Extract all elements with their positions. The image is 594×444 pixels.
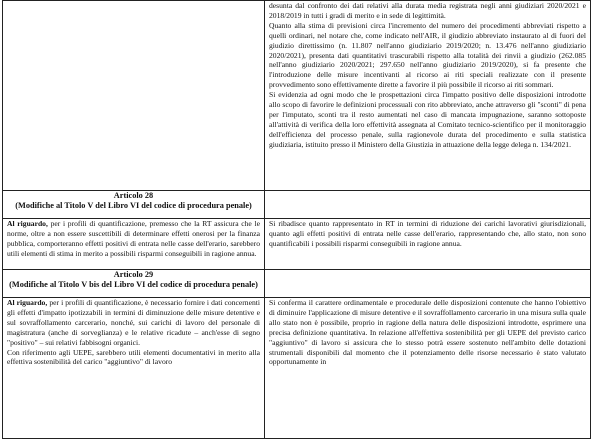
comparison-table — [2, 0, 591, 439]
lead-text: Al riguardo, — [7, 219, 48, 228]
article-title: Articolo 28 — [113, 191, 154, 200]
left-cell-remarks — [3, 219, 265, 270]
paragraph: Si ribadisce quanto rappresentato in RT in termini di riduzione dei carichi lavorativi giurisdizionali, quanto agli effetti positivi di entrata nelle casse dell'erario, rappresentando che, allo stato, non sono quantificabili i possibili risparmi conseguibili in ragione annua. — [269, 219, 586, 248]
body-text: per i profili di quantificazione, premesso che la RT assicura che le norme, oltre a non essere suscettibili di determinare effetti onerosi per la finanza pubblica, comporteranno effetti positivi di entrata nelle casse dell'erario, sarebbero utili elementi di stima in merito a possibili risparmi conseguibili in ragione annua. — [7, 219, 260, 258]
table-row — [3, 219, 591, 270]
table-row — [3, 298, 591, 439]
paragraph: Con riferimento agli UEPE, sarebbero utili elementi documentativi in merito alla effettiva sostenibilità del carico "aggiuntivo" di lavoro — [7, 347, 260, 367]
left-cell-remarks — [3, 298, 265, 439]
article-heading-cell — [3, 270, 265, 298]
paragraph — [7, 298, 260, 348]
right-cell-top — [265, 1, 591, 191]
right-cell-response — [265, 219, 591, 270]
paragraph: Quanto alla stima di previsioni circa l'incremento del numero dei procedimenti abbreviati rispetto a quelli ordinari, nel notare che, come indicato nell'AIR, il giudizio abbreviato instaurato al di fuori del giudizio direttissimo (n. 11.807 nell'anno giudiziario 2019/2020; n. 13.476 nell'anno giudiziario 2020/2021), presenta dati quantitativi trascurabili rispetto alla totalità dei rinvii a giudizio (262.085 nell'anno giudiziario 2020/2021; 297.650 nell'anno giudiziario 2019/2020), si fa presente che l'introduzione delle misure incentivanti al ricorso ai riti speciali realizzate con il presente provvedimento sono effettivamente dirette a favorire il più possibile il ricorso ai riti sommari. — [269, 20, 586, 90]
article-heading-cell — [3, 191, 265, 219]
article-subtitle: (Modifiche al Titolo V bis del Libro VI del codice di procedura penale) — [9, 279, 258, 289]
article-subtitle: (Modifiche al Titolo V del Libro VI del codice di procedura penale) — [15, 200, 252, 210]
article-title: Articolo 29 — [113, 270, 154, 279]
paragraph: Si evidenzia ad ogni modo che le prospettazioni circa l'impatto positivo delle disposizioni introdotte allo scopo di favorire le definizioni processuali con rito abbreviato, anche attraverso gli "sconti" di pena per l'imputato, sconti tra il resto aumentati nel caso di mancata impugnazione, saranno sottoposte all'attività di verifica della loro effettività assegnata al Comitato tecnico-scientifico per il monitoraggio dell'efficienza del processo penale, sulla ragionevole durata del procedimento e sulla statistica giudiziaria, istituito presso il Ministero della Giustizia in attuazione della legge delega n. 134/2021. — [269, 90, 586, 149]
left-cell-empty — [3, 1, 265, 191]
lead-text: Al riguardo, — [7, 298, 48, 307]
table-row — [3, 270, 591, 298]
table-row — [3, 191, 591, 219]
right-cell-empty — [265, 270, 591, 298]
right-cell-response — [265, 298, 591, 439]
body-text: per i profili di quantificazione, è necessario fornire i dati concernenti gli effetti d'impatto ipotizzabili in termini di diminuzione delle misure detentive e sul sovraffollamento carcerario, nonché, sui carichi di lavoro del personale di magistratura (anche di sorveglianza) e le relative ricadute – anch'esse di segno "positivo" – sui relativi fabbisogni organici. — [7, 298, 260, 347]
paragraph: desunta dal confronto dei dati relativi alla durata media registrata negli anni giudiziari 2020/2021 e 2018/2019 in tutti i gradi di merito e in sede di legittimità. — [269, 1, 586, 20]
right-cell-empty — [265, 191, 591, 219]
table-row — [3, 1, 591, 191]
paragraph: Si conferma il carattere ordinamentale e procedurale delle disposizioni contenute che hanno l'obiettivo di diminuire l'applicazione di misure detentive e il sovraffollamento carcerario in una misura sulla quale allo stato non è possibile, proprio in ragione della natura delle disposizioni introdotte, esprimere una precisa definizione quantitativa. In relazione all'effettiva sostenibilità per gli UEPE del previsto carico "aggiuntivo" di lavoro si assicura che lo stesso potrà essere sostenuto nell'ambito delle dotazioni strumentali disponibili dal momento che il potenziamento delle risorse necessario è stato valutato opportunamente in — [269, 298, 586, 367]
paragraph — [7, 219, 260, 259]
